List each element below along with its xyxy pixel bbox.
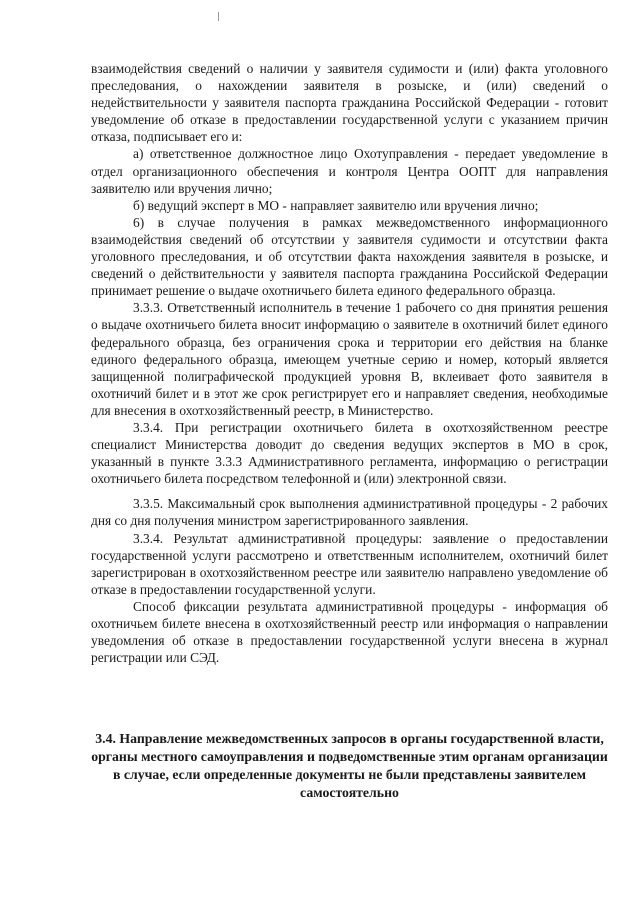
paragraph-spacer [91,487,608,495]
document-body [91,60,608,666]
paragraph-item-a: а) ответственное должностное лицо Охотуправления - передает уведомление в отдел организационного обеспечения и контроля Центра ООПТ для направления заявителю или вручения лично; [91,146,608,196]
paragraph-result: 3.3.4. Результат административной процедуры: заявление о предоставлении государственной услуги рассмотрено и ответственным исполнителем, охотничий билет зарегистрирован в охотхозяйственном реестре или заявителю направлено уведомление об отказе в предоставлении государственной услуги. [91,530,608,597]
paragraph-item-b: б) ведущий эксперт в МО - направляет заявителю или вручения лично; [133,197,539,213]
scan-mark [218,12,219,21]
section-heading-3-4: 3.4. Направление межведомственных запросов в органы государственной власти, органы местного самоуправления и подведомственные этим органам организации в случае, если определенные документы не были представлены заявителем самостоятельно [91,731,608,800]
paragraph-3-3-5: 3.3.5. Максимальный срок выполнения административной процедуры - 2 рабочих дня со дня получения министром зарегистрированного заявления. [91,496,608,529]
paragraph-fixation-method: Способ фиксации результата административной процедуры - информация об охотничьем билете внесена в охотхозяйственный реестр или информация о направлении уведомления об отказе в предоставлении государственной услуги внесена в журнал регистрации или СЭД. [91,598,608,666]
paragraph-item-6: 6) в случае получения в рамках межведомственного информационного взаимодействия сведений об отсутствии у заявителя судимости и отсутствии факта уголовного преследования, и об отсутствии факта нахождения заявителя в розыске, и сведений о действительности у заявителя паспорта гражданина Российской Федерации принимает решение о выдаче охотничьего билета единого федерального образца. [91,214,608,299]
paragraph-3-3-4: 3.3.4. При регистрации охотничьего билета в охотхозяйственном реестре специалист Министерства доводит до сведения ведущих экспертов в МО в срок, указанный в пункте 3.3.3 Административного регламента, информацию о регистрации охотничьего билета посредством телефонной и (или) электронной связи. [91,419,608,487]
paragraph-3-3-3: 3.3.3. Ответственный исполнитель в течение 1 рабочего со дня принятия решения о выдаче охотничьего билета вносит информацию о заявителе в охотничий билет единого федерального образца, без ограничения срока и территории его действия на бланке единого федерального образца, имеющем учетные серию и номер, который является защищенной полиграфической продукцией уровня В, вклеивает фото заявителя в охотничий билет и в этот же срок регистрирует его и направляет сведения, необходимые для внесения в охотхозяйственный реестр, в Министерство. [91,300,608,418]
paragraph-continuation: взаимодействия сведений о наличии у заявителя судимости и (или) факта уголовного преследования, о нахождении заявителя в розыске, и (или) сведений о недействительности у заявителя паспорта гражданина Российской Федерации - готовит уведомление об отказе в предоставлении государственной услуги с указанием причин отказа, подписывает его и: [91,61,608,145]
